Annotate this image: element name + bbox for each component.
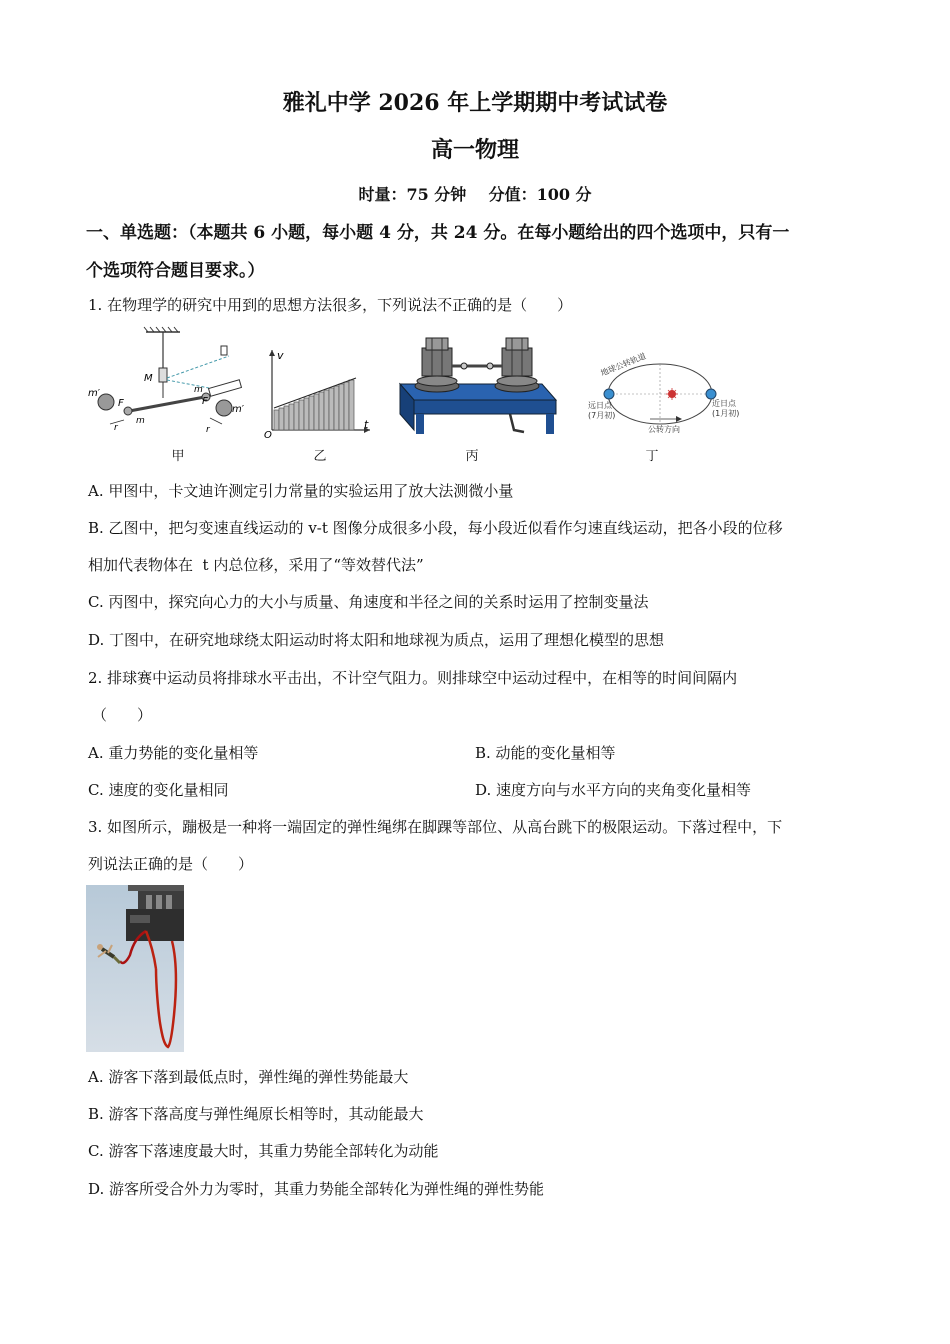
jia-label-m-prime-left: m′ — [88, 388, 101, 399]
figure-jia-caption: 甲 — [171, 449, 185, 464]
figure-yi-vt-graph — [262, 346, 374, 438]
exam-title: 雅礼中学 2026 年上学期期中考试试卷 — [282, 90, 668, 116]
earth-perihelion-icon — [706, 389, 716, 399]
section-heading-line2: 个选项符合题目要求。） — [86, 261, 265, 281]
ding-label-perihelion: 近日点 — [712, 399, 736, 408]
q3-option-b: B. 游客下落高度与弹性绳原长相等时，其动能最大 — [88, 1105, 424, 1123]
earth-aphelion-icon — [604, 389, 614, 399]
question-1-stem: 1. 在物理学的研究中用到的思想方法很多，下列说法不正确的是（ ） — [88, 296, 573, 314]
question-3-stem-cont: 列说法正确的是（ ） — [88, 855, 254, 873]
bungee-photo — [86, 885, 184, 1052]
ding-label-aphelion: 远日点 — [588, 401, 612, 410]
q1-option-d: D. 丁图中，在研究地球绕太阳运动时将太阳和地球视为质点，运用了理想化模型的思想 — [88, 631, 665, 649]
q1-option-b-cont: 相加代表物体在 t 内总位移，采用了“等效替代法” — [88, 556, 424, 574]
figure-jia-cavendish — [84, 326, 254, 438]
jia-label-M: M — [144, 373, 153, 384]
q3-option-d: D. 游客所受合外力为零时，其重力势能全部转化为弹性绳的弹性势能 — [88, 1180, 545, 1198]
q1-option-a: A. 甲图中，卡文迪许测定引力常量的实验运用了放大法测微小量 — [88, 482, 514, 500]
yi-label-t: t — [364, 418, 369, 431]
question-3-stem: 3. 如图所示，蹦极是一种将一端固定的弹性绳绑在脚踝等部位、从高台跳下的极限运动。下落过程中，下 — [88, 818, 783, 836]
section-heading-line1: 一、单选题：（本题共 6 小题，每小题 4 分，共 24 分。在每小题给出的四个选项中，只有一 — [86, 223, 790, 243]
figure-ding-earth-orbit — [580, 346, 750, 438]
ding-label-direction: 公转方向 — [648, 425, 680, 434]
figure-bing-caption: 丙 — [465, 449, 479, 464]
jia-label-F-left: F — [118, 398, 124, 409]
jia-label-r-left: r — [114, 423, 118, 433]
yi-strips — [274, 380, 354, 430]
q3-option-c: C. 游客下落速度最大时，其重力势能全部转化为动能 — [88, 1142, 439, 1160]
q2-option-a: A. 重力势能的变化量相等 — [88, 744, 259, 762]
figure-bing-centripetal-apparatus — [392, 334, 562, 444]
yi-label-v: v — [277, 349, 284, 362]
ding-label-aphelion-date: (7月初) — [588, 411, 616, 420]
subject-title: 高一物理 — [430, 137, 519, 163]
q1-option-b: B. 乙图中，把匀变速直线运动的 v-t 图像分成很多小段，每小段近似看作匀速直线运动，把各小段的位移 — [88, 519, 783, 537]
jia-label-r-right: r — [206, 425, 210, 435]
yi-label-O: O — [264, 430, 272, 438]
ding-label-orbit: 地球公转轨道 — [599, 351, 648, 378]
jia-label-m-right: m — [194, 385, 203, 395]
jia-label-F-right: F — [202, 396, 208, 407]
q3-option-a: A. 游客下落到最低点时，弹性绳的弹性势能最大 — [88, 1068, 409, 1086]
jia-label-m-left: m — [136, 416, 145, 426]
jia-label-m-prime-right: m′ — [232, 404, 245, 415]
question-2-stem-cont: （ ） — [92, 706, 153, 724]
figure-yi-caption: 乙 — [313, 449, 327, 464]
q2-option-c: C. 速度的变化量相同 — [88, 781, 229, 799]
ding-label-perihelion-date: (1月初) — [712, 409, 740, 418]
q2-option-d: D. 速度方向与水平方向的夹角变化量相等 — [475, 781, 752, 799]
q2-option-b: B. 动能的变化量相等 — [475, 744, 616, 762]
figure-ding-caption: 丁 — [645, 449, 659, 464]
exam-meta: 时量：75 分钟 分值：100 分 — [358, 185, 592, 204]
question-2-stem: 2. 排球赛中运动员将排球水平击出，不计空气阻力。则排球空中运动过程中，在相等的时间间隔内 — [88, 669, 738, 687]
q1-option-c: C. 丙图中，探究向心力的大小与质量、角速度和半径之间的关系时运用了控制变量法 — [88, 593, 649, 611]
